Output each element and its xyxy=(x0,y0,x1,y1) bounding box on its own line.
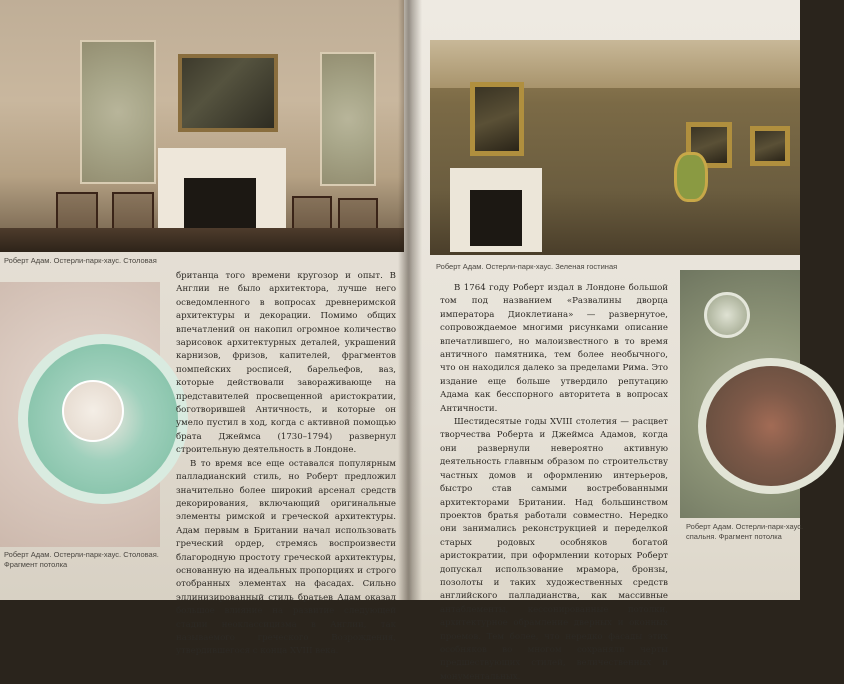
paragraph: британца того времени кругозор и опыт. В Англии не было архитектора, лучше него осведомленного в вопросах древнеримской архитектуры и декорации. Помимо общих впечатлений он накопил огромное количество зарисовок архитектурных деталей, украшений карнизов, фризов, капителей, фрагментов помпейских росписей, барельефов, ваз, которые действовали завораживающе на представителей просвещенной аристократии, боготворившей Античность, и которые он умело пустил в ход, когда с активной помощью брата Джеймса (1730–1794) развернул строительную деятельность в Лондоне. xyxy=(176,271,396,456)
ceiling-fragment-photo xyxy=(0,282,160,547)
dining-photo-caption: Роберт Адам. Остерли-парк-хаус. Столовая xyxy=(4,256,157,265)
ceiling-roundel xyxy=(704,292,750,338)
green-room-caption: Роберт Адам. Остерли-парк-хаус. Зеленая гостиная xyxy=(436,262,618,271)
ceiling-right-caption-1: Роберт Адам. Остерли-парк-хаус. xyxy=(686,522,804,531)
paragraph: В 1764 году Роберт издал в Лондоне большой том под названием «Развалины дворца императора Диоклетиана» — развернутое, сопровождаемое многими рисунками описание впечатлившего, но малоизвестного в то время античного памятника, тем более необычного, что он находился далеко за пределами Рима. Это издание еще больше утвердило репутацию Адама как бесспорного авторитета в вопросах Античности. xyxy=(440,283,668,414)
ceiling-left-caption-2: Фрагмент потолка xyxy=(4,560,68,569)
wall-painting xyxy=(178,54,278,132)
bedroom-ceiling-photo xyxy=(680,270,800,518)
fire-screen xyxy=(674,152,708,202)
ceiling-right-caption-2: спальня. Фрагмент потолка xyxy=(686,532,782,541)
left-text-column xyxy=(176,270,396,659)
green-drawing-room-photo xyxy=(430,40,800,255)
wall-panel-left xyxy=(80,40,156,184)
right-text-column xyxy=(440,282,668,684)
left-page xyxy=(0,0,408,657)
book-gutter xyxy=(398,0,422,600)
gilded-ceiling xyxy=(430,40,800,88)
portrait-painting xyxy=(470,82,524,156)
paragraph: В то время все еще оставался популярным палладианский стиль, но Роберт предложил значительно более широкий арсенал средств декорирования, включающий оригинальные элементы римской и греческой архитектуры. Адам первым в Британии начал использовать греческий ордер, стремясь воспроизвести благородную простоту греческой архитектуры, основанную на идеальных пропорциях и строго отобранных элементах на фасадах. Сильно эллинизированный стиль братьев Адам оказал большое влияние на развитие следующей стадии неоклассицизма в Англии, так называемого греческого Возрождения, утвердившегося с конца XVIII века. xyxy=(176,458,396,657)
fireplace-opening xyxy=(184,178,256,234)
floor xyxy=(0,228,404,252)
wall-panel-right xyxy=(320,52,376,186)
paragraph: Шестидесятые годы XVIII столетия — расцвет творчества Роберта и Джеймса Адамов, когда они развернули невероятно активную деятельность главным образом по строительству частных домов и оформлению интерьеров, быстро став самыми востребованными архитекторами Британии. Над большинством проектов братья работали совместно. Нередко они занимались реконструкцией и переделкой старых родовых особняков богатой аристократии, при оформлении которых Роберт допускал использование мрамора, бронзы, позолоты и таких художественных средств английского палладианства, как массивные антаблементы, кессонированные потолки, архитектурное обрамление дверных и оконных проемов. Тем более, что нередко фасады этих особняков во многом сохраняли черты предшествующих стилей, величественных и монументальных. xyxy=(440,417,668,682)
ceiling-rosette xyxy=(62,380,124,442)
ceiling-painted-oval xyxy=(698,358,844,494)
dining-room-photo xyxy=(0,0,404,252)
fireplace-opening xyxy=(470,190,522,246)
ceiling-left-caption-1: Роберт Адам. Остерли-парк-хаус. Столовая. xyxy=(4,550,159,559)
framed-painting xyxy=(750,126,790,166)
